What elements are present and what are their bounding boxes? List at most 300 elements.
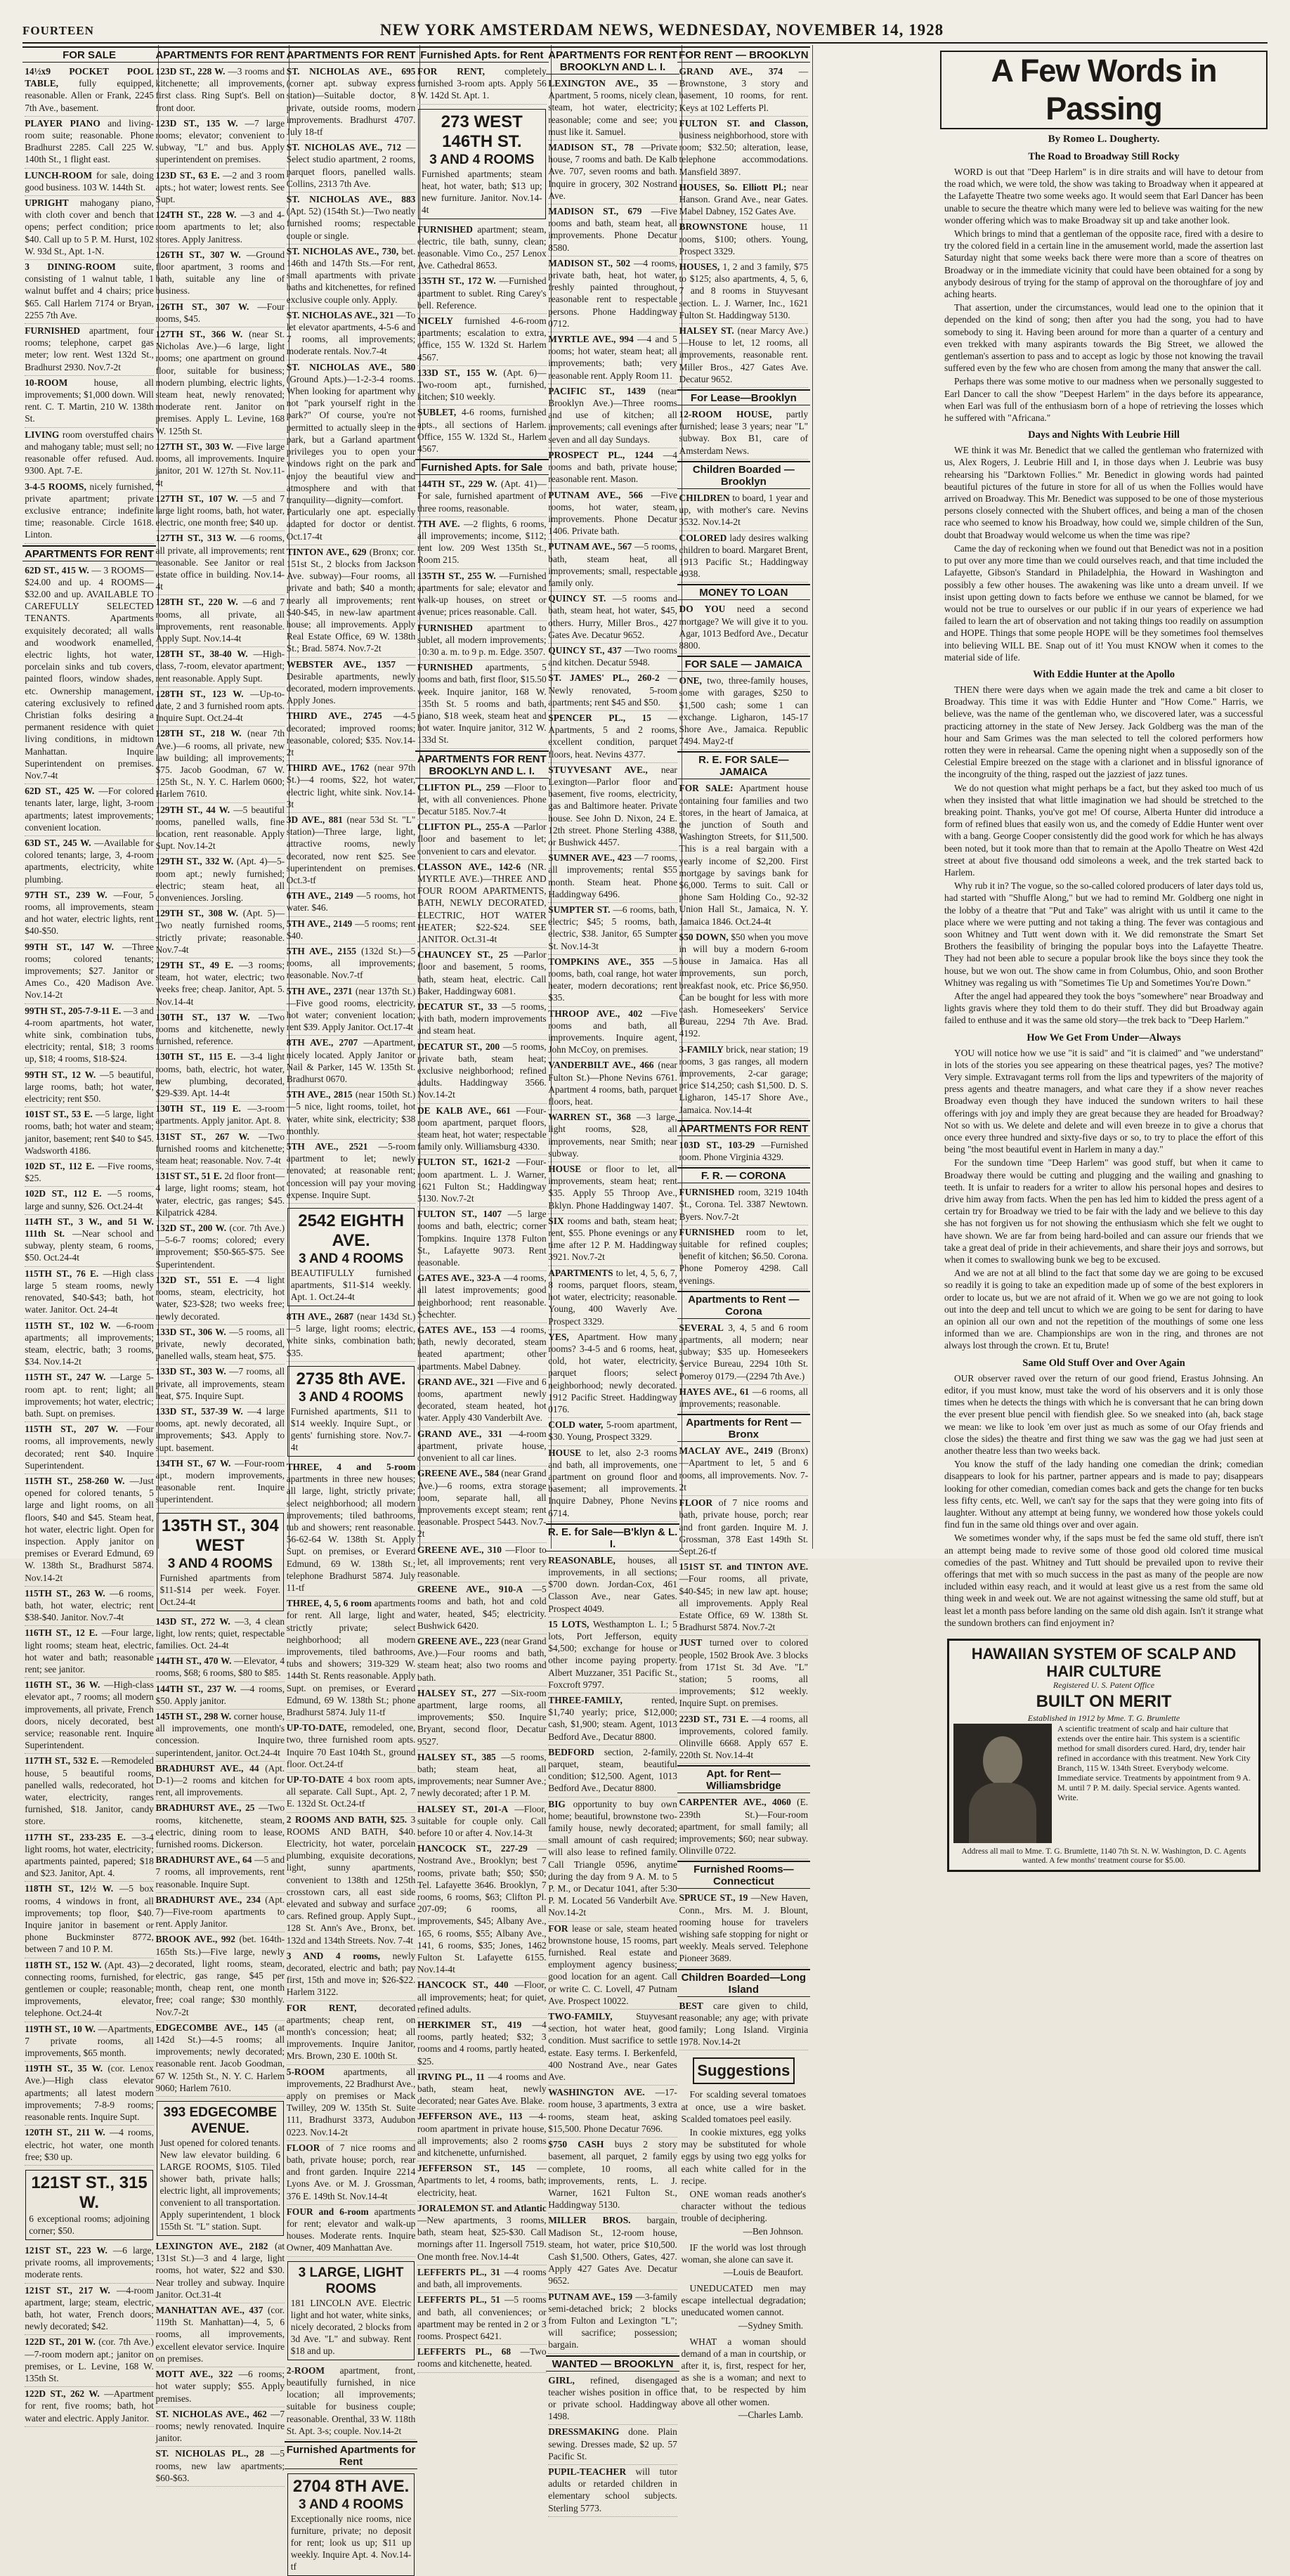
classified-ad (548, 592, 677, 644)
column-rule (812, 45, 813, 1549)
editorial-column (940, 45, 1268, 1865)
ad-text: —5 large, light rooms, bath; hot water and steam; janitor, basement; rent $40 to $45. Wadsworth 4186. (25, 1109, 154, 1156)
section-header: R. E. FOR SALE—JAMAICA (677, 751, 811, 779)
suggestion-attribution: —Louis de Beaufort. (723, 2267, 804, 2278)
ad-text: (Apt. D-1)—2 rooms and kitchen for rent, all improvements. (155, 1762, 285, 1798)
classified-ad (417, 781, 547, 821)
classified-ad (156, 1655, 285, 1681)
ad-text: —6 large, private rooms, all improvements; moderate rents. (25, 2244, 154, 2280)
ad-text: —Near school and subway, plenty steam, 6 rooms, $50. Oct.24-4t (25, 1228, 154, 1263)
classified-ad (548, 2426, 677, 2465)
ad-text: (near Marcy Ave.)—House to let, 12 rooms, all improvements, reasonable rent. Miller Bros., 427 Gates Ave. Decatur 9652. (679, 325, 809, 384)
ad-text: —Five rooms, hot water, steam, improvements. Phone Decatur 1406. Private bath. (548, 489, 677, 537)
ad-lead: THIRD AVE., 1762 (286, 762, 370, 774)
ad-lead: 223D ST., 731 E. (679, 1713, 749, 1724)
ad-lead: ST. JAMES' PL., 260-2 (548, 672, 660, 684)
classified-ad (156, 1011, 285, 1050)
ad-text: —Three rooms; colored tenants; improvements; $27. Janitor or Ames Co., 420 Madison Ave. Nov.14-2t (25, 941, 154, 1001)
classified-ad (25, 1268, 154, 1319)
ad-text: —5 rooms and bath, all conveniences; or apartment may be rented in 2 or 3 rooms. Prospect 6421. (417, 2294, 547, 2341)
article-subhead: The Road to Broadway Still Rocky (1028, 151, 1180, 162)
ad-text: —Large 5-room apt. to rent; light; all improvements; hot water, electric; bath. Supt. on premises. (25, 1372, 154, 1419)
ad-lead: FLOOR (286, 2142, 320, 2153)
classified-ad (25, 1831, 154, 1882)
ad-text: —4 rooms and bath, all improvements. (417, 2266, 547, 2290)
classified-ad (679, 1713, 809, 1764)
classified-ad (417, 518, 547, 569)
ad-text: 1, 2 and 3 family, $75 to $125; also apartments, 4, 5, 6, 7 and 8 rooms in Stuyvesant section. L. J. Warner, Inc., 1621 Fulton St. Haddingway 5130. (679, 261, 809, 320)
display-ad-subheadline: 3 AND 4 ROOMS (298, 1389, 404, 1405)
classified-ad (548, 644, 677, 671)
classified-ad (548, 2214, 677, 2289)
ad-text: —Two rooms and kitchenette, heated. (417, 2346, 547, 2369)
ad-text: or floor to let, all improvements, steam heat; rent $35. Apply 55 Throop Ave., Bklyn. Phone Haddingway 1407. (548, 1164, 677, 1211)
classified-ad (417, 1324, 547, 1375)
classified-ad (417, 1583, 547, 1634)
ad-text: —Furnished apartment to sublet. Ring Carey's bell. Reference. (417, 275, 547, 311)
classified-ad (25, 377, 154, 428)
classified-ad (548, 141, 677, 204)
ad-lead: VANDERBILT AVE., 466 (548, 1060, 654, 1071)
ad-lead: 130TH ST., 119 E. (155, 1103, 241, 1114)
classified-ad (548, 1618, 677, 1693)
classified-ad (417, 1635, 547, 1686)
ad-lead: LEXINGTON AVE., 2182 (155, 2241, 268, 2252)
article-subhead: With Eddie Hunter at the Apollo (1032, 668, 1175, 680)
classified-ad (548, 1923, 677, 2010)
classified-ad (156, 1131, 285, 1170)
classified-ad (417, 1979, 547, 2018)
ad-text: apartment; steam, electric, tile bath, sunny, clean; reasonable. Vimo Co., 257 Lenox Ave. Cathedral 8653. (417, 223, 547, 271)
display-ad (287, 2473, 415, 2576)
ad-text: —Four-room apartment. L. J. Warner, 1621 Fulton St.; Haddingway 5130. Nov.7-2t (417, 1157, 547, 1204)
ad-text: —5 rooms, with bath, modern improvements and steam heat. (417, 1001, 547, 1036)
classified-ad (417, 223, 547, 275)
article-paragraph: THEN there were days when we again made the trek and came a bit closer to Broadway. This time it was with Eddie Hunter and "How Come." Harris, we believe, was the name of the gentleman who, we discovered later, was a successful practicing attorney in the state of New Jersey. Jack Goldberg was the man of the hour and Sam Grimes was the man selected to tell the colored performers how rotten they were in rehearsal. Came the opening night when a supposedly son of the Celestial Empire breezed on the stage with a clarionet and in blissful ignorance of the incongruity of the thing, rasped out the jazziest of jazz tunes. (944, 684, 1263, 780)
ad-text: —Four rooms, all improvements, newly decorated; rent $40. Inquire Superintendent. (25, 1424, 154, 1471)
ad-text: bet. 146th and 147th Sts.—For rent, small apartments with private baths and kitchenettes, for refined exclusive couple only. Apply. (286, 245, 416, 305)
classified-ad (287, 918, 416, 944)
ad-lead: FURNISHED (679, 1187, 735, 1198)
ad-lead: 62D ST., 415 W. (25, 564, 89, 575)
classified-ad (417, 1272, 547, 1323)
ad-lead: 144TH ST., 470 W. (155, 1655, 232, 1667)
suggestions-items (677, 2088, 811, 2420)
ad-text: (near St. Nicholas Ave.)—6 large, light rooms; one apartment on ground floor, suitable for business; modern plumbing, electric lights, steam heat, newly renovated; moderate rent. Janitor on premises. Apply L. Levine, 168 W. 125th St. (155, 329, 285, 436)
ad-lead: GRAND AVE., 321 (417, 1376, 495, 1387)
ad-text: newly decorated, electric and bath; pay first, 15th and move in; $26-$22. Harlem 3122. (286, 1950, 416, 1998)
ad-lead: 151ST ST. and TINTON AVE. (679, 1561, 809, 1573)
classified-ad (548, 77, 677, 141)
ad-lead: 6TH AVE., 2149 (286, 890, 353, 902)
classified-ad (548, 1694, 677, 1745)
classified-ad (156, 1274, 285, 1325)
ad-lead: 124TH ST., 228 W. (155, 209, 237, 221)
ad-lead: LUNCH-ROOM (25, 169, 93, 181)
classified-ad (156, 493, 285, 532)
ad-text: —5 rooms, bath, coal range, hot water heater, modern decorations; rent $35. (548, 956, 677, 1003)
ad-text: to board, 1 year and up, with mother's care. Nevins 3532. Nov.14-2t (679, 492, 809, 528)
ad-text: to let, also 2-3 rooms and bath, all improvements, one apartment on ground floor and basement; all improvements. Inquire Dabney, Phone Nevins 6714. (548, 1447, 677, 1518)
article-paragraph: After the angel had appeared they took the boys "somewhere" near Broadway and lights gravis where they told them to do their stuff. They did but Broadway again failed to enthuse and it was the same old story—the trek back to "Deep Harlem." (944, 991, 1263, 1026)
ad-lead: LIVING (25, 429, 60, 440)
ad-lead: HOUSE (548, 1164, 582, 1175)
ad-text: —3, 4 clean light, low rents; quiet, respectable families. Oct. 24-4t (155, 1615, 285, 1651)
article-paragraph: OUR observer raved over the return of our good friend, Erastus Johnsing. An editor, if you must know, must take the word of his observers and it is only those times when he detects the things with which he is conversant that he can bring down the ever present blue pencil with fiendish glee. So we sneaked into (ah, back stage we mean: we like to look 'em over just as much as some of our Ofay friends and close the sides) the theatre and first thing we saw was the gag we had just seen at another theatre less than two weeks back. (944, 1372, 1263, 1456)
classified-ad (548, 1554, 677, 1618)
ad-text: two, three-family houses, some with garages, $250 to $1,500 cash; some 1 can exchange. Ligharon, 145-17 Shore Ave., Jamaica. Republic 7494. May2-tf (679, 675, 809, 747)
ad-lead: 3-FAMILY (679, 1043, 724, 1055)
section-header: WANTED — BROOKLYN (546, 2355, 679, 2372)
display-ad-text: 181 LINCOLN AVE. Electric light and hot water, white sinks, nicely decorated, 2 blocks from 3d Ave. "L" and subway. Rent $18 and up. (290, 2297, 412, 2356)
ad-lead: 102D ST., 112 E. (25, 1161, 95, 1172)
ad-text: —Floor to let, all improvements; rent very reasonable. (417, 1544, 547, 1579)
ad-body-row (953, 1724, 1254, 1843)
ad-text: —5-room apartment to let; newly renovated; at reasonable rent; concession will pay your moving expense. Inquire Supt. (286, 1141, 416, 1200)
section-header: Children Boarded—Long Island (677, 1969, 811, 1997)
portrait-face (983, 1736, 1022, 1785)
ad-text: —Two rooms, kitchenette, steam, electric, dining room to lease, furnished rooms. Dickerson. (155, 1802, 285, 1849)
classified-ad (417, 622, 547, 661)
article-paragraph: Why rub it in? The vogue, so the so-called colored producers of later days told us, had started with "Shuffle Along," but we had to remind Mr. Goldberg one night in the lobby of a theatre that "Put and Take" was alright with us until it came to the place where we were putting and not taking a thing. The fever was contagious and soon Whitney and Tutt went down with it. We did remonstrate the Smart Set Brothers the feasibility of bringing the popular boys into the Lafayette Theatre. They had not been able to secure a popular brook like the boys since they took the house, but we won out. The show came in from Columbus, Ohio, and soon Brother Whitney was regaling us with "Sometimes Tie Up and Sometimes You're Down." (944, 880, 1263, 988)
classified-ad (287, 1036, 416, 1088)
ad-text: remodeled, one, two, three furnished room apts. Inquire 70 East 104th St., ground floor. Oct.24-tf (286, 1722, 416, 1769)
ad-lead: THIRD AVE., 2745 (286, 710, 382, 722)
classified-ad (679, 492, 809, 531)
classified-ad (287, 65, 416, 141)
classified-ad (548, 852, 677, 903)
ad-text: nicely furnished, private apartment; private exclusive entrance; indefinite time; reasonable. Circle 1618. Linton. (25, 481, 154, 540)
ad-text: (near 143d St.)—5 large, light rooms; electric, white sinks, combination bath; $35. (286, 1311, 416, 1358)
ad-lead: PUTNAM AVE., 566 (548, 489, 643, 500)
classified-ad (25, 1755, 154, 1830)
classified-ad (287, 2364, 416, 2440)
ad-text: apartment, front, beautifully furnished, in nice location; all improvements; suitable for business couple; reasonable. Orenthal, 33 W. 118th St. Apt. 3-s; couple. Nov.14-2t (286, 2364, 416, 2436)
article-paragraph: For the sundown time "Deep Harlem" was good stuff, but when it came to Broadway there would be cutting and plugging and the wailing and gnashing to teeth. It is unfair to readers for a writer to allow his personal hopes and desires to drive him away from facts. When the pen has led him to kidded the press agent of a certain try for Broadway we tried to be fair with the lady and we believe to this day she has not forgiven us for not showing the enthusiasm which she felt we ought to have shown. We are far from being hard-boiled and can assure our friends that we take a great deal of pride in their achievements, and share their joys and sorrows, but when it comes to swallowing bunk we beg to be excused. (944, 1157, 1264, 1266)
ad-lead: QUINCY ST., 437 (548, 644, 622, 656)
ad-text: — 3 ROOMS—$24.00 and up. 4 ROOMS—$32.00 and up. AVAILABLE TO CAREFULLY SELECTED TENANTS. Apartments exquisitely decorated; all walls and woodwork enamelled, electric lights, hot water, porcelain sinks and tub covers, painted floors, window shades, etc. Ownership management, catering exclusively to refined Christian folks desiring a permanent residence with quiet living conditions, in midtown Manhattan. Inquire Superintendent on premises. Nov.7-4t (25, 564, 154, 781)
ad-lead: 116TH ST., 36 W. (25, 1679, 100, 1691)
ad-text: apartments for rent; elevator and walk-up houses. Moderate rents. Inquire Owner, 409 Manhattan Ave. (286, 2206, 416, 2253)
classified-ad (156, 1222, 285, 1273)
display-ad-text: Just opened for colored tenants. New law elevator building. 6 LARGE ROOMS, $105. Tiled shower bath, private halls; electric light, all improvements; convenient to all transportation. Apply superintendent, 1 block 155th St. "L" station. Supt. (159, 2138, 281, 2232)
section-header: APARTMENTS FOR RENT BROOKLYN AND L. I. (415, 750, 549, 779)
ad-text: —Floor to let, with all conveniences. Phone Decatur 5185. Nov.7-4t (417, 781, 547, 817)
classified-ad (287, 1461, 416, 1596)
ad-lead: SUBLET, (417, 407, 457, 418)
ad-lead: MADISON ST., 502 (548, 257, 631, 268)
classified-ad (287, 2142, 416, 2205)
ad-lead: 127TH ST., 366 W. (155, 329, 243, 340)
ad-text: turned over to colored people, 1502 Brook Ave. 3 blocks from 171st St. 3d Ave. "L" station; 5 rooms, all improvements; $12 weekly. Inquire Supt. on premises. (679, 1637, 809, 1709)
classified-ad (679, 1043, 809, 1119)
ad-lead: HANCOCK ST., 227-29 (417, 1843, 528, 1854)
ad-lead: 2 ROOMS AND BATH, $25. (286, 1814, 408, 1825)
classified-ad (679, 1139, 809, 1166)
classified-ad (417, 2346, 547, 2372)
ad-text: —Five large rooms, all improvements. Inquire janitor, 201 W. 127th St. Nov.11-4t (155, 441, 285, 488)
ad-lead: 3 AND 4 rooms, (286, 1950, 381, 1961)
hawaiian-hair-culture-ad (947, 1639, 1260, 1872)
section-header: For Lease—Brooklyn (677, 389, 811, 405)
ad-lead: 12-ROOM HOUSE, (679, 409, 772, 420)
ad-text: Apartment house containing four families and two stores, in the heart of Jamaica, at the junction of South and Washington Streets, for $11,500. This is a real bargain with a yearly income of $2,200. First mortgage by savings bank for $6,000. Terms to suit. Call or phone Sam Holding Co., 92-32 Union Hall St., Jamaica, N. Y. Jamaica 1846. Oct.24-4t (679, 783, 809, 927)
classified-ad (25, 261, 154, 324)
classified-ad (156, 2447, 285, 2487)
ad-text: —5 beautiful, large rooms, bath; hot water, electricity; rent $50. (25, 1069, 154, 1105)
article-paragraph: Perhaps there was some motive to our madness when we personally suggested to Earl Dancer to call the show "Deepest Harlem" in the days before its appearance, when Earl was full of the enthusiasm born of a hope of retrieving the losses which he suffered with "Africana." (944, 376, 1263, 424)
ad-text: brick, near station; 19 rooms, 3 gas ranges, all modern improvements, 2-car garage; price $14,250; cash $1,500. D. S. Ligharon, 145-17 Shore Ave., Jamaica. Nov.14-4t (679, 1043, 809, 1115)
ad-lead: DECATUR ST., 33 (417, 1001, 497, 1012)
ad-lead: 5TH AVE., 2521 (286, 1141, 368, 1152)
ad-lead: GREENE AVE., 310 (417, 1544, 502, 1555)
classified-ad (679, 261, 809, 324)
ad-text: —3 and 4-room apartments to let; also stores. Apply Janitress. (155, 209, 285, 245)
display-ad-subheadline: 393 EDGECOMBE AVENUE. (163, 2105, 278, 2137)
ad-lead: 132D ST., 200 W. (155, 1223, 227, 1234)
classified-ad (548, 764, 677, 851)
ad-lead: 127TH ST., 313 W. (155, 533, 237, 544)
classified-ad (156, 2304, 285, 2367)
section-header: Apt. for Rent—Williamsbridge (677, 1765, 811, 1793)
ad-lead: 133D ST., 155 W. (417, 367, 497, 378)
section-header: Apartments to Rent — Corona (677, 1291, 811, 1319)
classified-ad (679, 931, 809, 1043)
display-ad-headline: 135TH ST., 304 WEST (161, 1516, 279, 1555)
classified-ad (156, 1365, 285, 1405)
ad-lead: DE KALB AVE., 661 (417, 1105, 511, 1116)
ad-text: partly furnished; lease 3 years; near "L" subway. Box B1, care of Amsterdam News. (679, 409, 809, 456)
classified-ad (156, 1683, 285, 1710)
ad-text: —4 light rooms, steam, electricity, hot water, $23-$28; two weeks free; newly decorated. (155, 1274, 285, 1322)
classified-ad (156, 209, 285, 248)
ad-lead: 129TH ST., 308 W. (155, 908, 238, 919)
classified-ad (417, 1376, 547, 1427)
classified-ad (548, 672, 677, 711)
ad-lead: 135TH ST., 255 W. (417, 570, 496, 581)
classified-ad (25, 1627, 154, 1678)
ad-lead: 119TH ST., 10 W. (25, 2023, 96, 2034)
ad-lead: WEBSTER AVE., 1357 (286, 658, 396, 670)
classified-ad (287, 1774, 416, 1813)
ad-lead: PROSPECT PL., 1244 (548, 449, 653, 460)
ad-lead: 3-4-5 ROOMS, (25, 481, 86, 492)
ad-text: (Apt. 7)—Five-room apartments to rent. Apply Janitor. (155, 1894, 285, 1930)
ad-lead: 3 DINING-ROOM (25, 261, 116, 273)
ad-text: done. Plain sewing. Dresses made, $2 up. 57 Pacific St. (548, 2426, 677, 2461)
ad-lead: 118TH ST., 12½ W. (25, 1883, 114, 1894)
ad-lead: MACLAY AVE., 2419 (679, 1445, 773, 1457)
classified-ad (25, 1475, 154, 1587)
classified-ad (156, 648, 285, 687)
ad-text: 4-6 rooms, furnished apts., all sections of Harlem. Office, 155 W. 132d St., Harlem 4567. (417, 407, 547, 455)
ad-lead: FURNISHED (417, 662, 473, 673)
classified-ad (679, 1796, 809, 1859)
classified-ad (25, 1423, 154, 1474)
classified-ad (287, 361, 416, 545)
ad-lead: 117TH ST., 233-235 E. (25, 1831, 126, 1842)
classified-ad (679, 1497, 809, 1560)
ad-lead: ST. NICHOLAS AVE., 712 (286, 142, 402, 153)
display-ad (287, 1366, 415, 1457)
ad-text: —6-room apartments; all improvements; steam, electric, bath; 3 rooms, $34. Nov.14-2t (25, 1320, 154, 1367)
ad-lead: HALSEY ST. (679, 325, 734, 337)
ad-text: —3 rooms and kitchenette; all improvements, first class. Ring Supt's. Bell on front door. (155, 66, 285, 113)
classified-ad (548, 385, 677, 448)
ad-lead: JUST (679, 1637, 703, 1648)
ad-lead: 133D ST., 303 W. (155, 1366, 226, 1377)
ad-lead: GRAND AVE., 331 (417, 1428, 503, 1439)
ad-lead: ST. NICHOLAS PL., 28 (155, 2448, 264, 2459)
ad-text: 3 ROOMS AND BATH, $40. Electricity, hot water, porcelain plumbing, exquisite decorations, light, sunny apartments, convenient to 138th and 125th crosstown cars, all east side elevated and subway and surface cars. Refined group. Apply Supt., 128 St. Ann's Ave., Bronx, bet. 132d and 134th Streets. Nov. 7-4t (286, 1814, 416, 1946)
ad-lead: LEFFERTS PL., 51 (417, 2294, 500, 2305)
ad-text: —To let elevator apartments, 4-5-6 and 7 rooms, all improvements; moderate rentals. Nov.7-4t (286, 309, 416, 357)
classified-ad (25, 2244, 154, 2284)
ad-text: —Floor, suitable for couple only. Call before 10 or after 4. Nov.14-3t (417, 1803, 547, 1838)
classified-ad (156, 727, 285, 802)
ad-text: apartments for rent. All large, light and strictly private; select neighborhood; all modern improvements, tiled bathrooms, tubs and showers; 319-329 W. 144th St. Rents reasonable. Apply Supt. on premises, or Everard Edmund, 69 W. 138th St.; phone Bradhurst 5874. July 11-tf (286, 1598, 416, 1717)
classified-ad (287, 1140, 416, 1204)
ad-lead: ST. NICHOLAS AVE., 462 (155, 2408, 267, 2419)
ad-lead: TOMPKINS AVE., 355 (548, 956, 655, 967)
ad-text: —6 and 7 rooms, all private, all improvements, rent reasonable. Apply Supt. Nov.14-4t (155, 597, 285, 644)
ad-lead: GREENE AVE., 584 (417, 1468, 499, 1479)
ad-text: —6 rooms, bath, electric; $45; 5 rooms, bath, electric, $38. Janitor, 65 Sumpter St. Nov.14-3t (548, 904, 677, 951)
classified-ad (679, 65, 809, 117)
ad-text: care given to child, reasonable; any age; with private family; Long Island. Virginia 1978. Nov.14-2t (679, 2000, 809, 2048)
ad-text: —Floor, all improvements; heat; for quiet, refined adults. (417, 1979, 547, 2015)
ad-lead: 123D ST., 63 E. (155, 169, 220, 181)
ad-text: and living-room suite; reasonable. Phone Bradhurst 2285. Call 225 W. 140th St., 1 flight east. (25, 117, 154, 165)
ad-text: (Ground Apts.)—1-2-3-4 rooms. When looking for apartment why not "park yourself right in the park?" Of course, you're not permitted to actually sleep in the park, but a Garland apartment privileges you to open your windows right on the park and enjoy the beautiful view and atmosphere and with that tranquility—dignity—comfort. Particularly one apt. especially adapted for doctor or dentist. Oct.17-4t (286, 373, 416, 542)
ad-lead: 117TH ST., 532 E. (25, 1755, 99, 1767)
article-paragraph: Which brings to mind that a gentleman of the opposite race, fired with a desire to try the colored field in a certain line in the amusement world, made the assertion last Saturday night that some weeks back there were more than a score of theatres on Broadway or in the immediate vicinity that could have been obtained for a song by anybody desirous of trying for the stamp of approval on the thoroughfare of joy and aching hearts. (944, 228, 1263, 300)
display-ad (418, 109, 546, 219)
ad-lead: PUTNAM AVE., 567 (548, 541, 632, 552)
display-ad-headline: 273 WEST 146TH ST. (441, 112, 523, 151)
ad-text: house, all improvements; $1,000 down. Will rent. C. T. Martin, 210 W. 138th St. (25, 377, 154, 424)
classified-ad (287, 141, 416, 193)
ad-lead: 145TH ST., 298 W. (155, 1710, 232, 1722)
ad-lead: HOUSE (548, 1447, 582, 1458)
classified-ad (25, 197, 154, 260)
ad-lead: BRADHURST AVE., 25 (155, 1802, 255, 1814)
ad-lead: 134TH ST., 67 W. (155, 1457, 231, 1469)
ad-text: —Up-to-date, 2 and 3 furnished room apts. Inquire Supt. Oct.24-4t (155, 688, 285, 724)
ad-lead: CHAUNCEY ST., 25 (417, 949, 509, 961)
ad-lead: CHILDREN (679, 492, 730, 503)
classified-ad (548, 1746, 677, 1797)
ad-text: —5 rooms, bath, steam heat, all improvements; small, respectable family only. (548, 541, 677, 588)
article-subhead: Days and Nights With Leubrie Hill (1028, 429, 1180, 441)
ad-lead: HOUSES, (679, 261, 720, 273)
ad-text: —Furnished room. Phone Virginia 4329. (679, 1139, 809, 1163)
ad-text: (Apt. 52) (154th St.)—Two neatly furnished rooms; respectable couple or single. (286, 206, 416, 241)
ad-lead: 118TH ST., 152 W. (25, 1959, 102, 1970)
classified-ad (156, 959, 285, 1010)
classified-ad (417, 570, 547, 621)
classified-ad (25, 2126, 154, 2166)
ad-text: —Furnished apartments for sale; elevator and walk-up houses, on street or avenue; prices reasonable. Call. (417, 570, 547, 618)
ad-text: —3-family semi-detached brick; 2 blocks from Fulton and Lexington "L"; will sacrifice; possession; bargain. (548, 2291, 677, 2350)
column-title: A Few Words in Passing (940, 51, 1268, 129)
classified-ad (548, 1798, 677, 1922)
classified-ad (287, 546, 416, 658)
ad-lead: 116TH ST., 12 E. (25, 1627, 98, 1639)
section-header: Children Boarded — Brooklyn (677, 461, 811, 489)
classified-ad (287, 309, 416, 360)
ad-lead: HERKIMER ST., 419 (417, 2019, 522, 2031)
suggestion-text: ONE woman reads another's character without the tedious trouble of deciphering. (681, 2189, 807, 2224)
classified-ad (156, 2408, 285, 2447)
classified-ad (417, 2162, 547, 2201)
classified-ad (25, 2336, 154, 2387)
classified-ad (417, 406, 547, 457)
ad-text: (near 53d St. "L" station)—Three large, light, attractive rooms, newly decorated, now rent $25. See superintendent on premises. Oct.3-tf (286, 814, 416, 885)
ad-text: (cor. 7th Ave.)—5-6-7 rooms; colored; every improvement; $50-$65-$75. See Superintendent. (155, 1223, 285, 1270)
classified-ad (156, 1802, 285, 1853)
ad-lead: 132D ST., 551 E. (155, 1274, 238, 1285)
ad-lead: 102D ST., 112 E. (25, 1188, 102, 1199)
classified-ad (287, 2002, 416, 2065)
classified-ad (156, 1894, 285, 1933)
ad-text: —7 rooms, all improvements; rental $55 month. Steam heat. Phone Haddingway 6496. (548, 852, 677, 899)
section-header: Furnished Apts. for Sale (415, 459, 549, 475)
classified-ad (548, 2086, 677, 2138)
ad-text: —High class large 5 steam rooms, newly renovated, $40-$43; bath, hot water. Janitor. Oct. 24-4t (25, 1268, 154, 1315)
ad-text: to let, 4, 5, 6, 7, 8 rooms, parquet floors, steam, hot water, electricity; reasonable. Young, 400 Waverly Ave. Prospect 3329. (548, 1267, 677, 1327)
ad-text: —New Haven, Conn., Mrs. M. J. Blount, rooming house for travelers wishing safe stopping for night or weekly. Meals served. Telephone Pioneer 3689. (679, 1892, 809, 1964)
classified-ad (25, 1216, 154, 1267)
classified-ad (417, 861, 547, 948)
ad-slogan: BUILT ON MERIT (1036, 1691, 1172, 1711)
classified-ad (417, 315, 547, 366)
ad-text: —4 rooms, all improvements, colored family. Olinville 6668. Apply 657 E. 220th St. Nov.14-4t (679, 1713, 809, 1761)
newspaper-title: NEW YORK AMSTERDAM NEWS, WEDNESDAY, NOVEMBER 14, 1928 (379, 21, 944, 39)
display-ad (157, 2101, 285, 2236)
ad-text: (Apt. 41)—For sale, furnished apartment of three rooms, reasonable. (417, 479, 547, 514)
ad-text: —4-room apartment, large; steam, electric, bath, hot water, French doors; newly decorated; $42. (25, 2284, 154, 2332)
ad-text: —Brownstone, 3 story and basement, 10 rooms, for rent. Keys at 102 Lefferts Pl. (679, 66, 809, 113)
ad-text: —7 rooms, all private, all improvements, steam heat, $75. Inquire Supt. (155, 1366, 285, 1401)
ad-lead: CLIFTON PL., 255-A (417, 821, 510, 833)
classified-ad (417, 2071, 547, 2110)
classified-ad (548, 333, 677, 384)
ad-lead: PUTNAM AVE., 159 (548, 2291, 633, 2302)
suggestion-text: For scalding several tomatoes at once, use a wire basket. Scalded tomatoes peel easily. (681, 2089, 807, 2124)
classified-ad (156, 804, 285, 855)
classified-ad (417, 949, 547, 1000)
ad-lead: SPRUCE ST., 19 (679, 1892, 748, 1904)
ad-text: —7 large rooms; elevator; convenient to subway, "L" and bus. Apply superintendent on premises. (155, 117, 285, 165)
ad-lead: PLAYER PIANO (25, 117, 100, 129)
ad-text: (near Grand Ave.)—Four rooms and bath, steam heat; also two rooms and bath. (417, 1635, 547, 1683)
classified-ad (287, 890, 416, 916)
ad-lead: 63D ST., 245 W. (25, 837, 91, 848)
classified-column-6 (677, 45, 811, 2420)
classified-ad (417, 1105, 547, 1156)
ad-lead: 114TH ST., 3 W., and 51 W. 111th St. (25, 1216, 154, 1240)
classified-ad (287, 658, 416, 710)
classified-ad (25, 2062, 154, 2126)
classified-ad (287, 1597, 416, 1721)
section-header: APARTMENTS FOR RENT BROOKLYN AND L. I. (546, 46, 679, 74)
classified-ad (679, 1445, 809, 1496)
ad-text: —Elevator, 4 rooms, $68; 6 rooms, $80 to $85. (155, 1655, 285, 1679)
ad-text: (corner apt. subway express station)—Suitable doctor, 8 private, outside rooms, modern improvements. Bradhurst 4707. July 18-tf (286, 78, 416, 138)
article-paragraph: That assertion, under the circumstances, would lead one to the opinion that it depended on the kind of song; then after you had the song, you had to have somebody to sing it. Having been around for more than a quarter of a century and even trekked with many aspirants towards the Big Street, we allowed the gentleman's assertion to pass and to accept as logic by those not knowing the travail suffered even by the few who are chosen from among the many that answer the call. (944, 302, 1263, 374)
ad-text: apartments, all improvements, 22 Bradhurst Ave., apply on premises or Mack Twilley, 209 W. 135th St. Suite 111, Bradhurst 3373, Audubon 0223. Nov.14-2t (286, 2066, 416, 2138)
